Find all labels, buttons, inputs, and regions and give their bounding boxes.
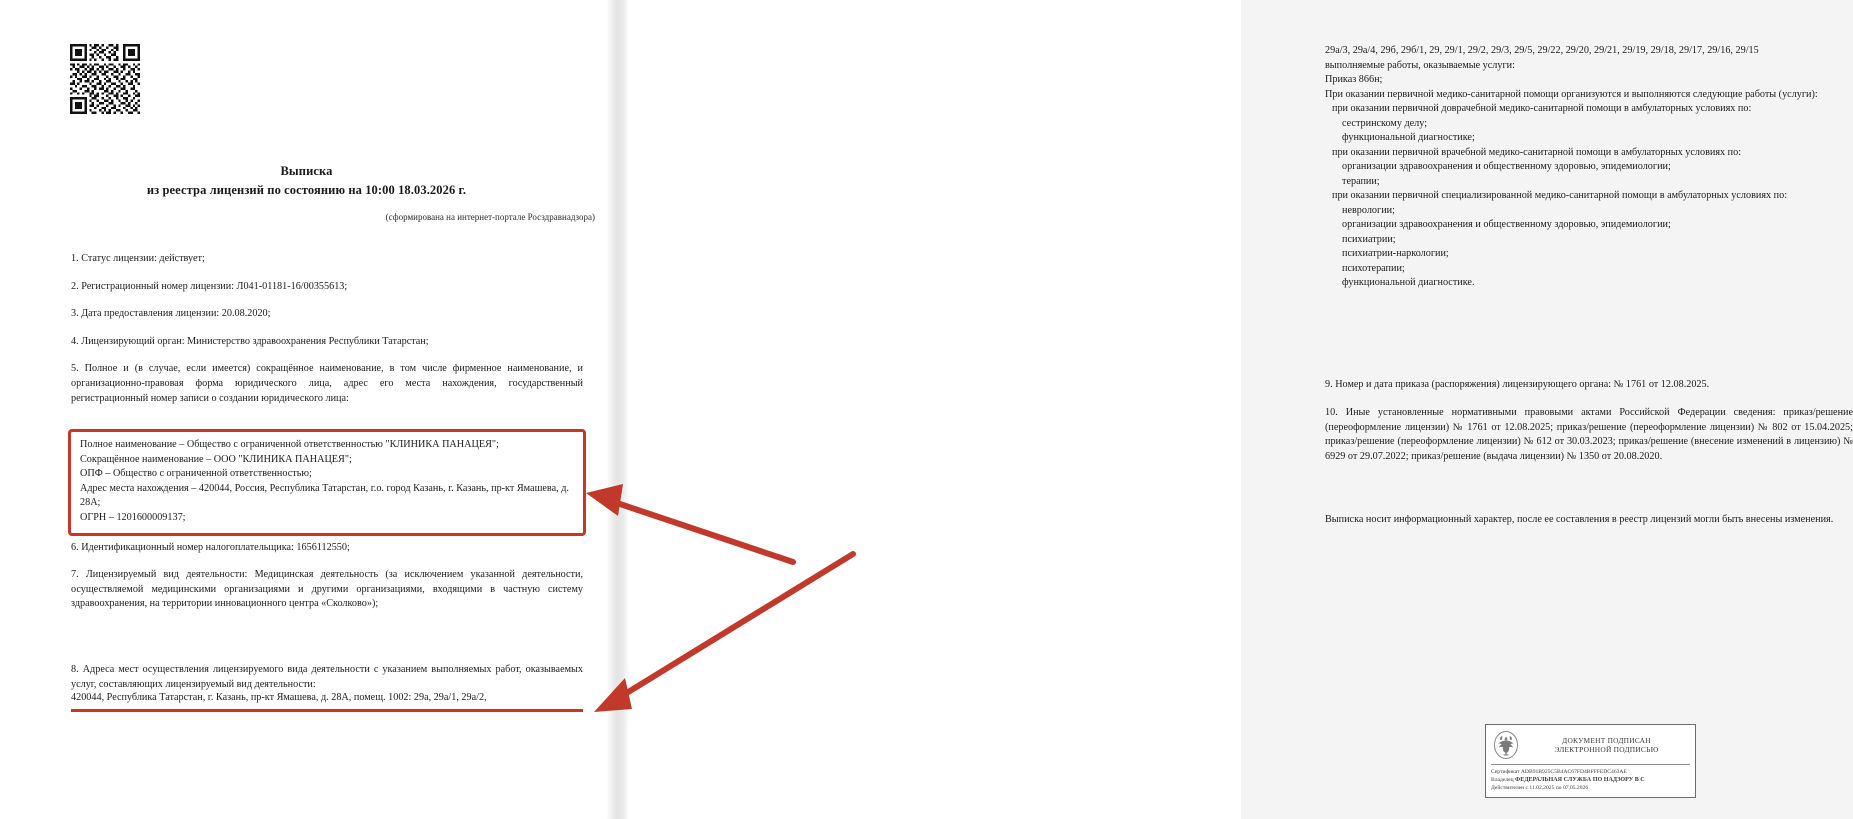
stamp-header-row [1486,725,1695,762]
company-ogrn: ОГРН – 1201600009137; [80,511,186,523]
document-page-right [628,0,1853,819]
stamp-owner-value: ФЕДЕРАЛЬНАЯ СЛУЖБА ПО НАДЗОРУ В С [1515,777,1645,784]
license-item-1: 1. Статус лицензии: действует; [71,253,205,264]
works-group3-item-2: психиатрии; [1342,233,1396,245]
stamp-divider [1491,764,1690,765]
stamp-heading-line1: ДОКУМЕНТ ПОДПИСАН [1562,735,1651,745]
stamp-owner-label: Владелец [1491,777,1514,784]
license-item-10: 10. Иные установленные нормативными правовыми актами Российской Федерации сведения: приказ/решение (переоформление лицензии) № 1761 от 12.08.2025; приказ/решение (переоформление лицензии) № 802 от 15.04.2025; приказ/решение (переоформление лицензии) № 612 от 30.03.2023; приказ/решение (внесение изменений в лицензию) № 6929 от 29.07.2022; приказ/решение (выдача лицензии) № 1350 от 20.08.2020. [1325,407,1853,462]
document-page-left [0,0,613,819]
license-item-7: 7. Лицензируемый вид деятельности: Медицинская деятельность (за исключением указанной деятельности, осуществляемой медицинскими организациями и другими организациями, входящими в частную систему здравоохранения, на территории инновационного центра «Сколково»); [71,569,583,610]
stamp-details [1486,768,1695,793]
works-group3-header: при оказании первичной специализированной медико-санитарной помощи в амбулаторных условиях по: [1332,190,1788,201]
works-intro: При оказании первичной медико-санитарной помощи организуются и выполняются следующие работы (услуги): [1325,88,1818,100]
page-title-line1: Выписка [280,164,333,178]
company-full-name: Полное наименование – Общество с ограниченной ответственностью "КЛИНИКА ПАНАЦЕЯ"; [80,439,499,450]
license-item-2: 2. Регистрационный номер лицензии: Л041-01181-16/00355613; [71,280,348,292]
page-subtitle: (сформирована на интернет-портале Росздравнадзора) [385,212,595,222]
company-address: Адрес места нахождения – 420044, Россия, Республика Татарстан, г.о. город Казань, г. Казань, пр-кт Ямашева, д. 28А; [80,482,569,509]
stamp-certificate-label: Сертификат [1491,769,1520,775]
page-title-line2: из реестра лицензий по состоянию на 10:00 18.03.2026 г. [146,183,467,197]
works-group3-item-0: неврологии; [1342,204,1395,216]
stamp-heading [1524,736,1689,755]
works-group1-item-1: функциональной диагностике; [1342,132,1475,143]
right-column-works-list [1325,44,1847,291]
works-services-header: выполняемые работы, оказываемые услуги: [1325,59,1515,71]
works-group3-item-3: психиатрии-наркологии; [1342,248,1449,259]
stamp-certificate-value: ADB91B925C5B4AC67FD4BFFFEDC463AE [1520,769,1627,775]
digital-signature-stamp [1485,724,1696,798]
stamp-validity: Действителен с 11.02.2025 по 07.05.2026 [1491,785,1589,792]
license-item-3: 3. Дата предоставления лицензии: 20.08.2020; [71,308,271,320]
order-number: Приказ 866н; [1325,74,1383,85]
license-item-9: 9. Номер и дата приказа (распоряжения) лицензирующего органа: № 1761 от 12.08.2025. [1325,379,1710,390]
qr-code [70,44,140,114]
license-item-6: 6. Идентификационный номер налогоплательщика: 1656112550; [71,542,350,553]
left-column-items [71,252,583,419]
double-headed-eagle-icon [1492,730,1520,760]
works-group3-item-1: организации здравоохранения и общественному здоровью, эпидемиологии; [1342,219,1671,230]
highlighted-company-details-box [68,429,586,536]
disclaimer-text: Выписка носит информационный характер, после ее составления в реестр лицензий могли быть внесены изменения. [1325,514,1834,525]
stamp-certificate-line [1491,768,1690,776]
license-item-8-address: 420044, Республика Татарстан, г. Казань, пр-кт Ямашева, д. 28А, помещ. 1002: 29а, 29а/1, 29а/2, [71,691,583,712]
company-legal-form: ОПФ – Общество с ограниченной ответственностью; [80,468,312,480]
works-group2-item-1: терапии; [1342,175,1380,187]
license-item-8: 8. Адреса мест осуществления лицензируемого вида деятельности с указанием выполняемых работ, оказываемых услуг, составляющих лицензируемый вид деятельности: [71,664,583,690]
works-group3-item-5: функциональной диагностике. [1342,277,1475,288]
license-item-5: 5. Полное и (в случае, если имеется) сокращённое наименование, в том числе фирменное наименование, и организационно-правовая форма юридического лица, адрес его места нахождения, государственный регистрационный номер записи о создании юридического лица: [71,363,583,404]
works-group2-header: при оказании первичной врачебной медико-санитарной помощи в амбулаторных условиях по: [1332,146,1742,158]
stamp-heading-line2: ЭЛЕКТРОННОЙ ПОДПИСЬЮ [1554,745,1659,754]
address-continuation: 29а/3, 29а/4, 29б, 29б/1, 29, 29/1, 29/2, 29/3, 29/5, 29/22, 29/20, 29/21, 29/19, 29/18, 29/17, 29/16, 29/15 [1325,45,1759,56]
works-group2-item-0: организации здравоохранения и общественному здоровью, эпидемиологии; [1342,161,1671,172]
stamp-owner-line [1491,776,1690,784]
works-group3-item-4: психотерапии; [1342,262,1405,274]
works-group1-header: при оказании первичной доврачебной медико-санитарной помощи в амбулаторных условиях по: [1332,103,1752,114]
works-group1-item-0: сестринскому делу; [1342,117,1428,129]
company-short-name: Сокращённое наименование – ООО "КЛИНИКА ПАНАЦЕЯ"; [80,453,352,465]
license-item-4: 4. Лицензирующий орган: Министерство здравоохранения Республики Татарстан; [71,335,429,347]
page-title [0,162,613,200]
